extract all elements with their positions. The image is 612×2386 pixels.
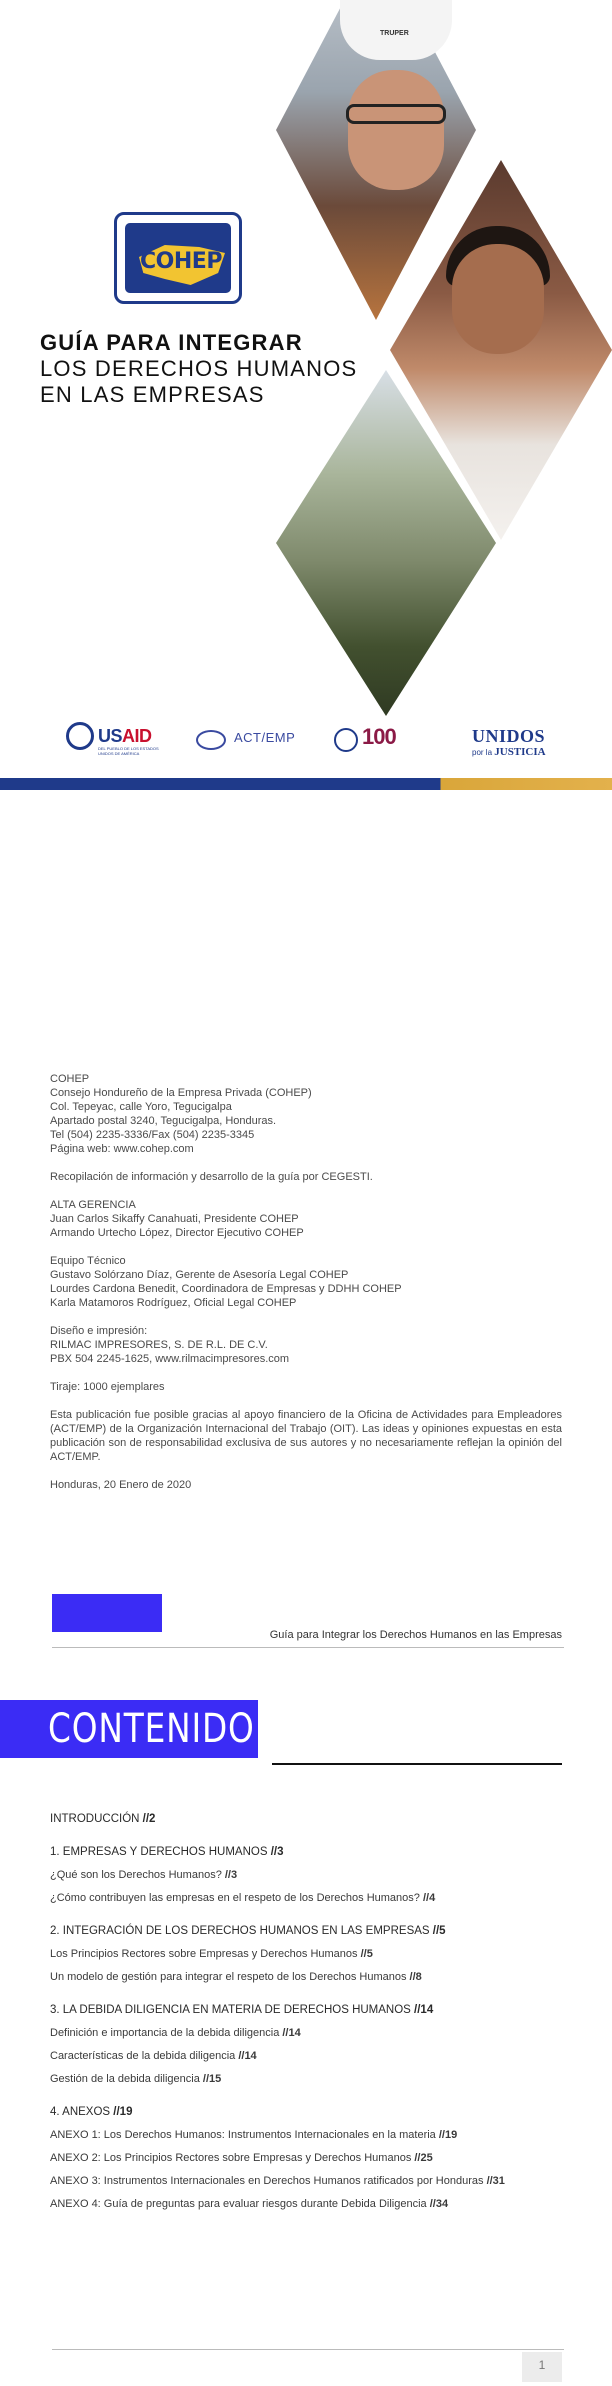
toc-entry[interactable]: [50, 2045, 570, 2068]
credits-line: RILMAC IMPRESORES, S. DE R.L. DE C.V.: [50, 1339, 268, 1351]
footer-color-block: [52, 1594, 162, 1632]
credits-line: PBX 504 2245-1625, www.rilmacimpresores.com: [50, 1353, 290, 1365]
cover-page: [0, 0, 612, 792]
toc-entry[interactable]: [50, 1887, 570, 1910]
credits-date: Honduras, 20 Enero de 2020: [50, 1479, 192, 1491]
toc-entry-label: INTRODUCCIÓN: [50, 1813, 143, 1825]
toc-entry-section[interactable]: [50, 2101, 570, 2124]
footer-divider: [52, 2349, 564, 2350]
credits-line: Juan Carlos Sikaffy Canahuati, Presidente COHEP: [50, 1213, 299, 1225]
toc-entry-page: //4: [422, 1892, 436, 1904]
toc-entry-page: //14: [414, 2004, 434, 2016]
credits-heading: ALTA GERENCIA: [50, 1199, 136, 1211]
credits-block: [50, 1072, 562, 1492]
toc-entry-label: ANEXO 3: Instrumentos Internacionales en Derechos Humanos ratificados por Honduras: [50, 2175, 487, 2187]
toc-entry-label: 4. ANEXOS: [50, 2106, 114, 2118]
credits-line: Lourdes Cardona Benedit, Coordinadora de Empresas y DDHH COHEP: [50, 1283, 402, 1295]
cook-face-shape: [452, 244, 544, 354]
toc-entry[interactable]: [50, 2022, 570, 2045]
toc-entry-page: //34: [429, 2198, 449, 2210]
toc-entry[interactable]: [50, 2124, 570, 2147]
toc-entry-section[interactable]: [50, 1920, 570, 1943]
toc-entry-label: Un modelo de gestión para integrar el respeto de los Derechos Humanos: [50, 1971, 410, 1983]
credits-line: Gustavo Solórzano Díaz, Gerente de Asesoría Legal COHEP: [50, 1269, 349, 1281]
cover-title-line-3: EN LAS EMPRESAS: [40, 382, 265, 407]
toc-entry-intro[interactable]: [50, 1808, 570, 1831]
toc-entry-label: ANEXO 2: Los Principios Rectores sobre Empresas y Derechos Humanos: [50, 2152, 415, 2164]
toc-entry-label: ANEXO 1: Los Derechos Humanos: Instrumentos Internacionales en la materia: [50, 2129, 439, 2141]
engineer-face-shape: [348, 70, 444, 190]
page-number: 1: [538, 2358, 546, 2372]
toc-entry-page: //19: [438, 2129, 458, 2141]
toc-entry-page: //14: [282, 2027, 301, 2039]
unidos-por: por la: [472, 748, 493, 757]
actemp-globe-icon: [196, 730, 226, 750]
unidos-tagline: [472, 746, 546, 758]
unidos-justicia: JUSTICIA: [494, 746, 546, 758]
toc-entry-label: Definición e importancia de la debida diligencia: [50, 2027, 283, 2039]
credits-heading: Diseño e impresión:: [50, 1325, 148, 1337]
toc-entry-page: //19: [113, 2106, 133, 2118]
credits-heading: Equipo Técnico: [50, 1255, 126, 1267]
toc-entry-label: Los Principios Rectores sobre Empresas y Derechos Humanos: [50, 1948, 361, 1960]
toc-entry-label: 1. EMPRESAS Y DERECHOS HUMANOS: [50, 1846, 271, 1858]
credits-line: Recopilación de información y desarrollo de la guía por CEGESTI.: [50, 1171, 373, 1183]
toc-entry[interactable]: [50, 2068, 570, 2091]
toc-entry[interactable]: [50, 2147, 570, 2170]
cover-title: [40, 330, 357, 408]
toc-title: CONTENIDO: [48, 1706, 255, 1752]
credits-line: COHEP: [50, 1073, 90, 1085]
helmet-shape: [340, 0, 452, 60]
partner-logos: [0, 720, 612, 768]
glasses-shape: [346, 104, 446, 124]
usaid-tagline: DEL PUEBLO DE LOS ESTADOS UNIDOS DE AMÉRICA: [98, 746, 159, 756]
toc-entry-label: 3. LA DEBIDA DILIGENCIA EN MATERIA DE DERECHOS HUMANOS: [50, 2004, 415, 2016]
footer-divider: [52, 1647, 564, 1648]
toc-entry-page: //8: [409, 1971, 422, 1983]
credits-line: Tel (504) 2235-3336/Fax (504) 2235-3345: [50, 1129, 255, 1141]
usaid-logo: [98, 726, 152, 747]
toc-entry-label: ¿Qué son los Derechos Humanos?: [50, 1869, 225, 1881]
credits-line: Armando Urtecho López, Director Ejecutivo COHEP: [50, 1227, 304, 1239]
toc-entry-label: Características de la debida diligencia: [50, 2050, 239, 2062]
toc-entry-label: Gestión de la debida diligencia: [50, 2073, 203, 2085]
credits-disclaimer: Esta publicación fue posible gracias al apoyo financiero de la Oficina de Actividades para Empleadores (ACT/EMP) de la Organización Internacional del Trabajo (OIT). Las ideas y opiniones expuestas en esta publicación son de responsabilidad exclusiva de sus autores y no necesariamente reflejan la opinión del ACT/EMP.: [50, 1409, 562, 1463]
credits-line: Col. Tepeyac, calle Yoro, Tegucigalpa: [50, 1101, 232, 1113]
toc-entry[interactable]: [50, 2193, 570, 2216]
unidos-logo: UNIDOS: [472, 726, 546, 746]
toc-entry-label: 2. INTEGRACIÓN DE LOS DERECHOS HUMANOS EN LAS EMPRESAS: [50, 1925, 433, 1937]
cover-color-stripe: [0, 778, 612, 790]
helmet-brand: TRUPER: [380, 30, 409, 37]
oit-globe-icon: [334, 728, 358, 752]
cohep-logo: [114, 212, 242, 304]
credits-website: Página web: www.cohep.com: [50, 1143, 194, 1155]
toc-entry-page: //3: [224, 1869, 238, 1881]
toc-entry-page: //14: [238, 2050, 257, 2062]
toc-entry-label: ANEXO 4: Guía de preguntas para evaluar riesgos durante Debida Diligencia: [50, 2198, 430, 2210]
usaid-seal-icon: [66, 722, 94, 750]
toc-entry[interactable]: [50, 1864, 570, 1887]
cover-title-line-1: GUÍA PARA INTEGRAR: [40, 330, 303, 355]
oit-100-logo: 100: [362, 724, 396, 749]
credits-line: Apartado postal 3240, Tegucigalpa, Honduras.: [50, 1115, 277, 1127]
table-of-contents: [50, 1808, 570, 2216]
toc-entry[interactable]: [50, 2170, 570, 2193]
toc-entry-page: //31: [486, 2175, 505, 2187]
toc-entry-page: //5: [360, 1948, 373, 1960]
usaid-aid: AID: [122, 726, 152, 746]
toc-entry-page: //15: [202, 2073, 222, 2085]
credits-line: Tiraje: 1000 ejemplares: [50, 1381, 165, 1393]
toc-entry-page: //3: [270, 1846, 284, 1858]
toc-entry-section[interactable]: [50, 1999, 570, 2022]
toc-entry-page: //2: [142, 1813, 156, 1825]
credits-line: Consejo Hondureño de la Empresa Privada (COHEP): [50, 1087, 312, 1099]
footer-running-title: Guía para Integrar los Derechos Humanos en las Empresas: [269, 1629, 562, 1641]
toc-entry[interactable]: [50, 1966, 570, 1989]
toc-entry-page: //25: [414, 2152, 433, 2164]
cohep-logo-text: COHEP: [140, 249, 222, 274]
cover-title-line-2: LOS DERECHOS HUMANOS: [40, 356, 358, 381]
toc-entry[interactable]: [50, 1943, 570, 1966]
toc-title-rule: [272, 1763, 562, 1765]
toc-entry-page: //5: [432, 1925, 446, 1937]
credits-line: Karla Matamoros Rodríguez, Oficial Legal COHEP: [50, 1297, 297, 1309]
usaid-us: US: [98, 726, 123, 746]
toc-entry-label: ¿Cómo contribuyen las empresas en el respeto de los Derechos Humanos?: [50, 1892, 423, 1904]
actemp-logo-text: ACT/EMP: [234, 730, 296, 745]
toc-entry-section[interactable]: [50, 1841, 570, 1864]
cohep-logo-background: [125, 223, 231, 293]
